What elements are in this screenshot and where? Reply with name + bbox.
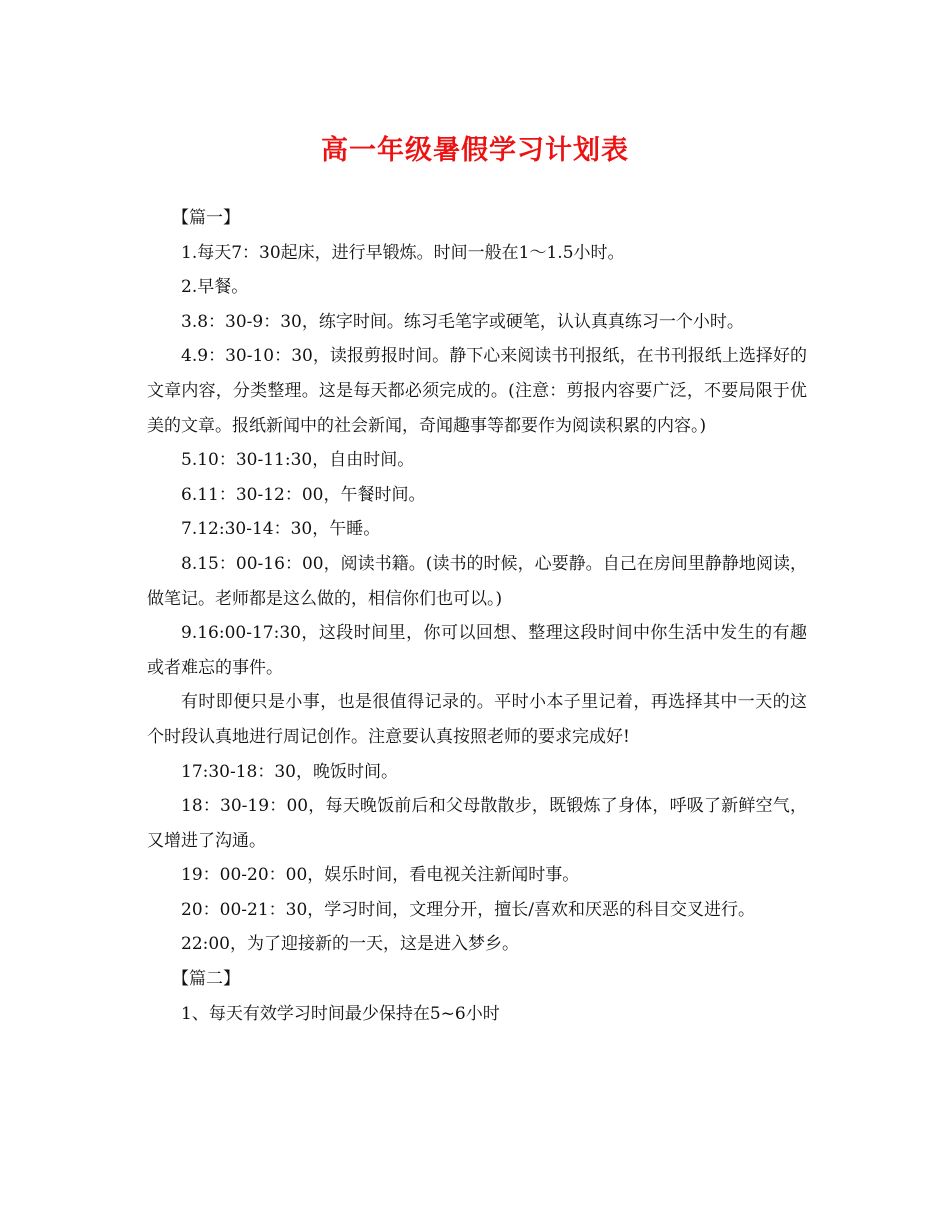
paragraph: 8.15：00-16：00，阅读书籍。(读书的时候，心要静。自己在房间里静静地阅读，做笔记。老师都是这么做的，相信你们也可以。) bbox=[147, 553, 807, 609]
paragraph: 20：00-21：30，学习时间，文理分开，擅长/喜欢和厌恶的科目交叉进行。 bbox=[181, 899, 755, 920]
paragraph: 1.每天7：30起床，进行早锻炼。时间一般在1～1.5小时。 bbox=[181, 242, 625, 263]
section-heading: 【篇一】 bbox=[172, 208, 240, 228]
section-heading: 【篇二】 bbox=[172, 969, 240, 990]
paragraph: 18：30-19：00，每天晚饭前后和父母散散步，既锻炼了身体，呼吸了新鲜空气，又增进了沟通。 bbox=[147, 796, 807, 851]
document-title: 高一年级暑假学习计划表 bbox=[321, 135, 629, 166]
paragraph: 3.8：30-9：30，练字时间。练习毛笔字或硬笔，认认真真练习一个小时。 bbox=[181, 311, 744, 332]
paragraph: 6.11：30-12：00，午餐时间。 bbox=[181, 484, 426, 505]
paragraph: 7.12:30-14：30，午睡。 bbox=[181, 519, 381, 540]
document-body bbox=[147, 201, 807, 1031]
paragraph: 5.10：30-11:30，自由时间。 bbox=[181, 450, 415, 471]
paragraph: 9.16:00-17:30，这段时间里，你可以回想、整理这段时间中你生活中发生的有趣或者难忘的事件。 bbox=[147, 623, 807, 678]
paragraph: 有时即便只是小事，也是很值得记录的。平时小本子里记着，再选择其中一天的这个时段认真地进行周记创作。注意要认真按照老师的要求完成好! bbox=[147, 692, 807, 747]
paragraph: 1、每天有效学习时间最少保持在5~6小时 bbox=[181, 1003, 500, 1024]
paragraph: 22:00，为了迎接新的一天，这是进入梦乡。 bbox=[181, 934, 519, 955]
paragraph: 17:30-18：30，晚饭时间。 bbox=[181, 761, 398, 782]
paragraph: 2.早餐。 bbox=[181, 277, 249, 298]
paragraph: 4.9：30-10：30，读报剪报时间。静下心来阅读书刊报纸，在书刊报纸上选择好的文章内容，分类整理。这是每天都必须完成的。(注意：剪报内容要广泛，不要局限于优美的文章。报纸新闻中的社会新闻，奇闻趣事等都要作为阅读积累的内容。) bbox=[147, 346, 807, 436]
paragraph: 19：00-20：00，娱乐时间，看电视关注新闻时事。 bbox=[181, 865, 580, 886]
